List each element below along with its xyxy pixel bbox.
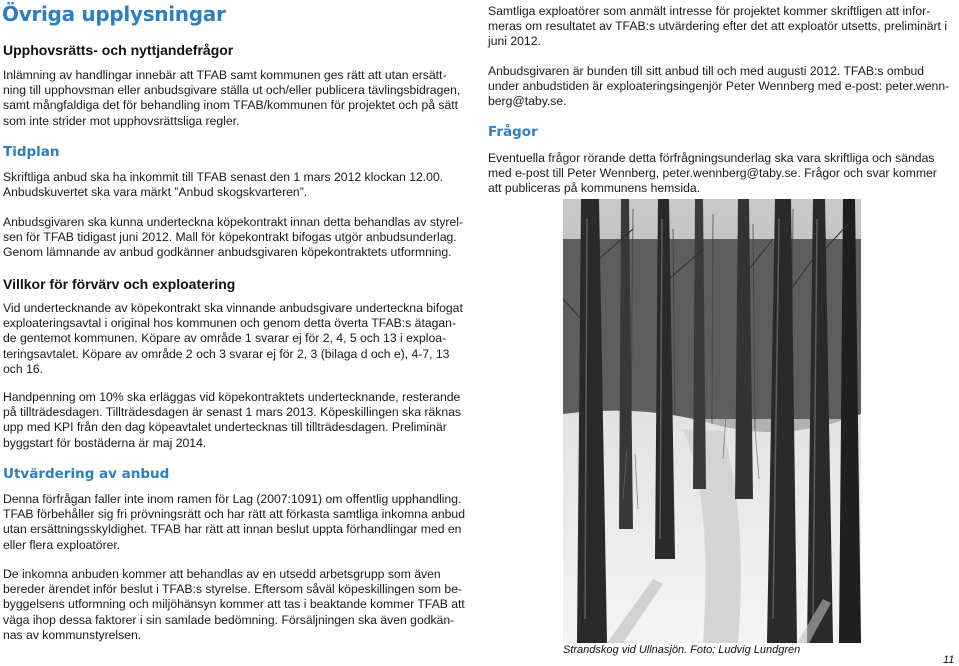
text-line: de gentemot kommunen. Köpare av område 1 svarar ej för 2, 4, 5 och 13 i exploa- [3,331,447,346]
text-line: Genom lämnande av anbud godkänner anbudsgivaren köpekontraktets utformning. [3,245,452,260]
text-line: De inkomna anbuden kommer att behandlas av en utsedd arbetsgrupp som även [3,567,441,581]
interest-paragraph-2 [488,64,949,110]
photo-caption: Strandskog vid Ullnasjön. Foto: Ludvig Lundgren [563,644,801,656]
questions-paragraph [488,151,937,197]
text-line: bereder ärendet inför beslut i TFAB:s styrelse. Eftersom såväl köpeskillingen som be- [3,582,463,597]
text-line: Handpenning om 10% ska erläggas vid köpekontraktets undertecknande, resterande [3,390,461,404]
text-line: sen för TFAB tidigast juni 2012. Mall för köpekontrakt bifogas utgör anbudsunderlag. [3,230,457,245]
text-line: byggelsens utformning och miljöhänsyn kommer att tas i beaktande kommer TFAB att [3,597,465,612]
text-line: att publiceras på kommunens hemsida. [488,181,701,196]
text-line: eller flera exploatörer. [3,537,121,552]
conditions-paragraph-2 [3,390,461,451]
schedule-heading: Tidplan [3,144,60,160]
text-line: Eventuella frågor rörande detta förfrågningsunderlag ska vara skriftliga och sändas [488,151,935,165]
page-heading: Övriga upplysningar [2,2,226,26]
questions-heading: Frågor [488,124,538,140]
interest-paragraph-1 [488,4,947,50]
conditions-heading: Villkor för förvärv och exploatering [3,276,236,292]
text-line: Samtliga exploatörer som anmält intresse för projektet kommer skriftligen att infor- [488,4,931,18]
text-line: och 16. [3,361,43,376]
text-line: Anbudskuvertet ska vara märkt ”Anbud skogskvarteren”. [3,185,308,200]
text-line: Skriftliga anbud ska ha inkommit till TFAB senast den 1 mars 2012 klockan 12.00. [3,170,444,184]
text-line: meras om resultatet av TFAB:s utvärdering efter det att exploatör utsetts, preliminärt i [488,19,948,34]
text-line: juni 2012. [488,34,541,49]
text-line: Anbudsgivaren är bunden till sitt anbud till och med augusti 2012. TFAB:s ombud [488,64,925,78]
evaluation-paragraph-2 [3,567,465,643]
evaluation-heading: Utvärdering av anbud [3,466,170,482]
text-line: nas av kommunstyrelsen. [3,627,142,642]
text-line: berg@taby.se. [488,94,567,109]
text-line: under anbudstiden är exploateringsingenjör Peter Wennberg med e-post: peter.wenn- [488,79,950,94]
text-line: upp med KPI från den dag köpeavtalet undertecknas till tillträdesdagen. Preliminär [3,420,447,435]
text-line: teringsavtalet. Köpare av område 2 och 3 svarar ej för 2, 3 (bilaga d och e), 4-7, 13 [3,346,450,361]
text-line: utan ersättningsskyldighet. TFAB har rätt att innan beslut uppta förhandlingar med en [3,522,462,537]
forest-photo [563,199,861,643]
page-number: 11 [943,654,955,666]
text-line: exploateringsavtal i original hos kommunen och genom detta överta TFAB:s ätagan- [3,316,457,331]
rights-heading: Upphovsrätts- och nyttjandefrågor [3,42,234,58]
text-line: Inlämning av handlingar innebär att TFAB samt kommunen ges rätt att utan ersätt- [3,68,447,82]
text-line: byggstart för bostäderna är maj 2014. [3,435,207,450]
text-line: Anbudsgivaren ska kunna underteckna köpekontrakt innan detta behandlas av styrel- [3,215,464,229]
text-line: väga ihop dessa faktorer i sin samlade bedömning. Försäljningen ska även godkän- [3,612,455,627]
text-line: samt mångfaldiga det för behandling inom TFAB/kommunen för projektet och på sätt [3,98,459,113]
text-line: TFAB förbehåller sig fri prövningsrätt och har rätt att förkasta samtliga inkomna anbud [3,507,465,522]
conditions-paragraph-1 [3,301,463,377]
text-line: Denna förfrågan faller inte inom ramen för Lag (2007:1091) om offentlig upphandling. [3,492,462,506]
schedule-paragraph-2 [3,215,463,261]
text-line: som inte strider mot upphovsrättsliga regler. [3,113,240,128]
text-line: Vid undertecknande av köpekontrakt ska vinnande anbudsgivare underteckna bifogat [3,301,463,315]
text-line: med e-post till Peter Wennberg, peter.wennberg@taby.se. Frågor och svar kommer [488,166,937,181]
text-line: ning till upphovsman eller anbudsgivare ställa ut och/eller publicera tävlingsbidragen, [3,83,461,98]
schedule-paragraph-1 [3,170,443,200]
text-line: på tillträdesdagen. Tillträdesdagen är senast 1 mars 2013. Köpeskillingen ska räknas [3,405,461,420]
rights-paragraph [3,68,460,129]
evaluation-paragraph-1 [3,492,465,553]
